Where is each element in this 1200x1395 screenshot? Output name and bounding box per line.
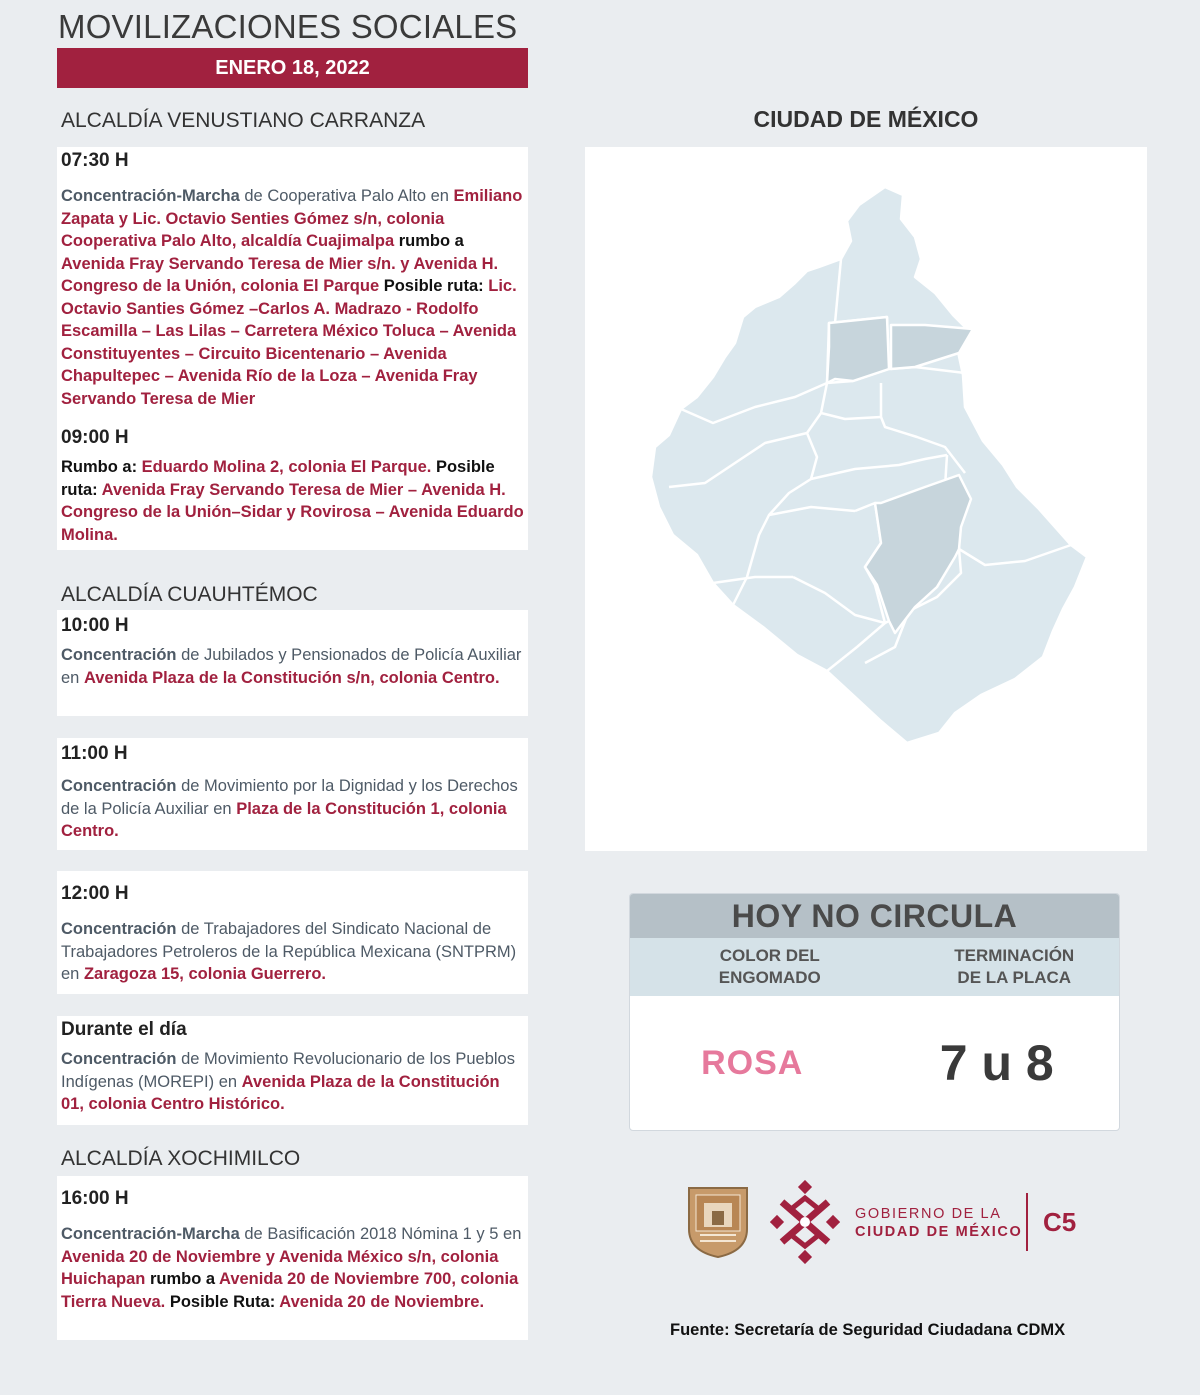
event-route: Avenida 20 de Noviembre.	[279, 1292, 485, 1311]
cdmx-coat-of-arms-icon	[686, 1185, 750, 1259]
event-location: Avenida 20 de Noviembre y Avenida México s/n, colonia Huichapan	[61, 1247, 499, 1288]
event-time: 09:00 H	[61, 427, 129, 448]
government-name-line1: GOBIERNO DE LA	[855, 1206, 1002, 1222]
event-card	[57, 147, 528, 550]
event-card	[57, 871, 528, 994]
government-name	[855, 1205, 1022, 1241]
event-type: Concentración-Marcha	[61, 1225, 240, 1243]
event-text: de Movimiento por la Dignidad y los Derechos de la Policía Auxiliar en	[61, 777, 518, 818]
plate-ending-header: TERMINACIÓN DE LA PLACA	[954, 946, 1075, 987]
event-keyword: rumbo a	[394, 232, 464, 250]
event-type: Concentración	[61, 920, 177, 938]
event-text: de Jubilados y Pensionados de Policía Auxiliar en	[61, 646, 522, 687]
event-keyword: Posible ruta:	[379, 277, 489, 295]
section-heading-cuauhtemoc: ALCALDÍA CUAUHTÉMOC	[61, 583, 318, 606]
hoy-no-circula-panel	[629, 893, 1120, 1131]
cdmx-government-logo-icon	[770, 1180, 840, 1264]
event-time: Durante el día	[61, 1019, 187, 1040]
event-description	[61, 644, 524, 689]
event-time: 16:00 H	[61, 1188, 129, 1209]
sticker-color-header: COLOR DEL ENGOMADO	[718, 946, 821, 987]
event-description	[61, 185, 524, 410]
event-time: 11:00 H	[61, 743, 128, 764]
event-route: Lic. Octavio Santies Gómez –Carlos A. Madrazo - Rodolfo Escamilla – Las Lilas – Carretera México Toluca – Avenida Constituyentes – Circuito Bicentenario – Avenida Chapultepec – Avenida Río de la Loza – Avenida Fray Servando Teresa de Mier	[61, 277, 517, 408]
event-destination: Avenida 20 de Noviembre 700, colonia Tierra Nueva.	[61, 1270, 519, 1311]
event-keyword: rumbo a	[145, 1270, 220, 1288]
section-heading-venustiano-carranza: ALCALDÍA VENUSTIANO CARRANZA	[61, 109, 426, 132]
event-type: Concentración	[61, 1050, 177, 1068]
event-description	[61, 918, 524, 986]
event-description	[61, 456, 524, 546]
cdmx-map	[585, 147, 1147, 851]
event-description	[61, 1048, 524, 1116]
government-name-line2: CIUDAD DE MÉXICO	[855, 1224, 1023, 1240]
sticker-color-value: ROSA	[701, 1043, 804, 1082]
map-title: CIUDAD DE MÉXICO	[753, 106, 979, 132]
event-destination: Avenida Fray Servando Teresa de Mier s/n. y Avenida H. Congreso de la Unión, colonia El Parque	[61, 254, 499, 295]
event-text: de Basificación 2018 Nómina 1 y 5 en	[239, 1225, 522, 1243]
event-destination: Eduardo Molina 2, colonia El Parque.	[141, 458, 432, 476]
event-type: Concentración	[61, 646, 177, 664]
event-card	[57, 1176, 528, 1340]
event-route: Avenida Fray Servando Teresa de Mier – Avenida H. Congreso de la Unión–Sidar y Rovirosa – Avenida Eduardo Molina.	[61, 480, 524, 544]
event-description	[61, 1223, 524, 1313]
section-heading-xochimilco: ALCALDÍA XOCHIMILCO	[61, 1147, 301, 1170]
hoy-no-circula-headers	[630, 938, 1119, 996]
logo-divider	[1026, 1193, 1028, 1251]
event-location: Zaragoza 15, colonia Guerrero.	[83, 965, 327, 983]
date-banner: ENERO 18, 2022	[57, 48, 528, 88]
event-card	[57, 738, 528, 850]
event-card	[57, 610, 528, 716]
event-card	[57, 1016, 528, 1125]
event-time: 10:00 H	[61, 615, 129, 636]
event-type: Concentración-Marcha	[61, 187, 240, 205]
event-time: 07:30 H	[61, 150, 129, 171]
map-highlight-cuauhtemoc	[827, 317, 889, 383]
event-text: de Movimiento Revolucionario de los Pueblos Indígenas (MOREPI) en	[61, 1050, 515, 1091]
event-location: Emiliano Zapata y Lic. Octavio Senties Gómez s/n, colonia Cooperativa Palo Alto, alcaldía Cuajimalpa	[61, 187, 523, 250]
plate-ending-value: 7 u 8	[939, 1035, 1054, 1091]
hoy-no-circula-values	[630, 996, 1119, 1130]
event-text: de Cooperativa Palo Alto en	[239, 187, 454, 205]
event-location: Plaza de la Constitución 1, colonia Centro.	[61, 799, 507, 840]
event-keyword: Posible ruta:	[61, 458, 495, 499]
event-type: Concentración	[61, 777, 177, 795]
event-keyword: Posible Ruta:	[165, 1292, 280, 1311]
event-keyword: Rumbo a:	[61, 458, 142, 476]
event-location: Avenida Plaza de la Constitución s/n, colonia Centro.	[83, 668, 500, 687]
event-description	[61, 775, 524, 843]
c5-logo: C5	[1043, 1207, 1077, 1237]
source-note: Fuente: Secretaría de Seguridad Ciudadana CDMX	[670, 1321, 1066, 1339]
page-title: MOVILIZACIONES SOCIALES	[58, 8, 518, 45]
map-panel	[585, 147, 1147, 851]
hoy-no-circula-title: HOY NO CIRCULA	[630, 894, 1119, 938]
event-location: Avenida Plaza de la Constitución 01, colonia Centro Histórico.	[61, 1072, 500, 1113]
event-text: de Trabajadores del Sindicato Nacional de Trabajadores Petroleros de la República Mexicana (SNTPRM) en	[61, 920, 517, 983]
event-time: 12:00 H	[61, 883, 129, 904]
